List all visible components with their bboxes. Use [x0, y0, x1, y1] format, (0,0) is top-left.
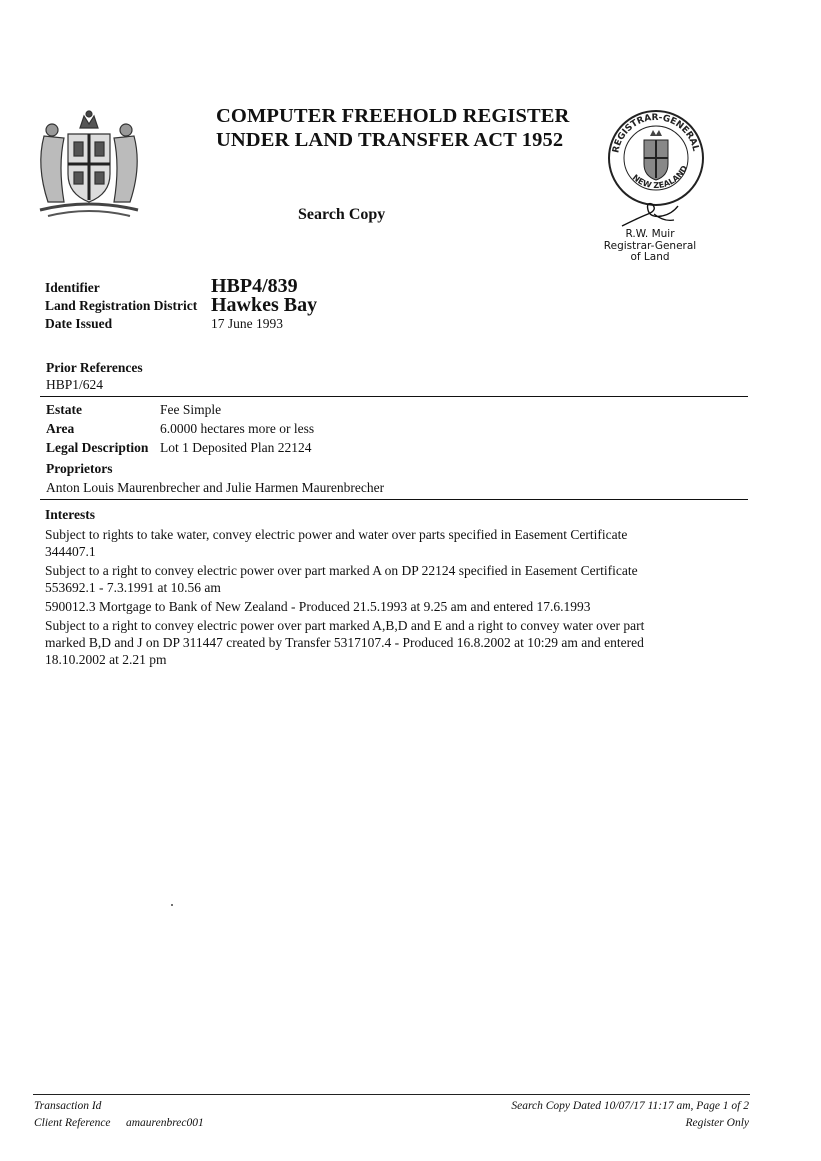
- date-issued-label: Date Issued: [45, 316, 113, 331]
- proprietors-label: Proprietors: [46, 461, 113, 476]
- interest-item: Subject to rights to take water, convey electric power and water over parts specified in Easement Certificate 344407.1: [45, 527, 628, 559]
- search-copy-heading: Search Copy: [298, 206, 386, 223]
- interests-list: [45, 526, 705, 670]
- footer-divider: [33, 1094, 750, 1095]
- area-label: Area: [46, 421, 75, 436]
- transaction-id-label: Transaction Id: [34, 1100, 102, 1112]
- scan-speck: [171, 904, 173, 906]
- interests-label: Interests: [45, 507, 95, 522]
- divider: [40, 396, 748, 397]
- estate-label: Estate: [46, 402, 82, 417]
- interest-item: Subject to a right to convey electric power over part marked A,B,D and E and a right to convey water over part marked B,D and J on DP 311447 created by Transfer 5317107.4 - Produced 16.8.2002 at 10:29 am and entered 18.10.2002 at 2.21 pm: [45, 618, 645, 667]
- signatory-title-1: Registrar-General: [603, 239, 697, 252]
- prior-references-value: HBP1/624: [46, 377, 104, 392]
- client-reference-value: amaurenbrec001: [126, 1117, 204, 1129]
- search-copy-dated: Search Copy Dated 10/07/17 11:17 am, Page 1 of 2: [511, 1100, 749, 1112]
- legal-description-value: Lot 1 Deposited Plan 22124: [160, 440, 312, 455]
- legal-description-label: Legal Description: [46, 440, 149, 455]
- proprietors-value: Anton Louis Maurenbrecher and Julie Harmen Maurenbrecher: [46, 480, 385, 495]
- register-only-label: Register Only: [685, 1117, 749, 1129]
- date-issued-value: 17 June 1993: [211, 316, 283, 331]
- client-reference-label: Client Reference: [34, 1117, 111, 1129]
- document-title: [216, 104, 616, 152]
- estate-value: Fee Simple: [160, 402, 222, 417]
- interest-item: Subject to a right to convey electric power over part marked A on DP 22124 specified in Easement Certificate 553692.1 - 7.3.1991 at 10.56 am: [45, 563, 638, 595]
- divider: [40, 499, 748, 500]
- title-line-2: UNDER LAND TRANSFER ACT 1952: [216, 129, 564, 151]
- identifier-label: Identifier: [45, 280, 100, 295]
- area-value: 6.0000 hectares more or less: [160, 421, 315, 436]
- signatory-title-2: of Land: [630, 251, 670, 263]
- identifier-value: HBP4/839: [211, 275, 298, 297]
- svg-text:NEW ZEALAND: NEW ZEALAND: [630, 164, 690, 191]
- coat-of-arms-icon: [30, 106, 148, 222]
- district-label: Land Registration District: [45, 298, 198, 313]
- signatory-name: R.W. Muir: [625, 228, 675, 240]
- signatory-block: [596, 229, 704, 264]
- prior-references-label: Prior References: [46, 360, 143, 375]
- district-value: Hawkes Bay: [211, 294, 318, 316]
- interest-item: 590012.3 Mortgage to Bank of New Zealand - Produced 21.5.1993 at 9.25 am and entered 17.6.1993: [45, 599, 591, 614]
- registrar-general-seal-icon: [606, 108, 706, 208]
- signature-mark: [618, 196, 688, 232]
- title-line-1: COMPUTER FREEHOLD REGISTER: [216, 105, 570, 127]
- svg-text:REGISTRAR-GENERAL OF LAND: REGISTRAR-GENERAL: [611, 112, 701, 154]
